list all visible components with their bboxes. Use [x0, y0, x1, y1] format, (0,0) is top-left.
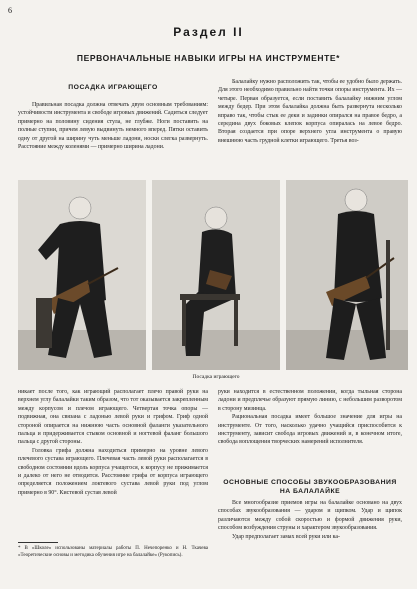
- paragraph: руки находится в естественном положении, когда тыльная сторона ладони и предплечье образуют прямую линию, с небольшим разворотом в сторону мизинца.: [218, 389, 402, 412]
- photo-caption: Посадка играющего: [192, 374, 240, 380]
- photo-side-view: [152, 180, 280, 370]
- left-bottom-text: [18, 388, 208, 497]
- footnote: * В «Школе» использованы материалы работы П. Нечепоренко и Н. Ткачева «Теоретические основы и методика обучения игре на балалайке» (Рукопись).: [18, 546, 208, 558]
- photo-side-illustration: [152, 180, 280, 370]
- photo-front-illustration: [18, 180, 146, 370]
- paragraph: Удар предполагает замах всей руки или ка-: [232, 533, 340, 540]
- right-top-text: [218, 78, 402, 145]
- photo-closeup-view: [286, 180, 408, 370]
- photo-closeup-illustration: [286, 180, 408, 370]
- paragraph: Все многообразие приемов игры на балалайке основано на двух способах звукообразования — ударом и щипком. Удар и щипок различаются между собой скоростью и формой движения руки, способом возбуждения струны и характером звукообразования.: [218, 500, 402, 532]
- chapter-title: ПЕРВОНАЧАЛЬНЫЕ НАВЫКИ ИГРЫ НА ИНСТРУМЕНТЕ*: [76, 53, 341, 63]
- heading-posture: ПОСАДКА ИГРАЮЩЕГО: [68, 84, 158, 91]
- right-bottom-text: [218, 388, 402, 447]
- paragraph: Головка грифа должна находиться примерно на уровне левого плечевого сустава играющего. Плечевая часть левой руки располагается в свободном состоянии вдоль корпуса учащегося, к корпусу не прижимается и далеко от него не отводится. Расстояние грифа от корпуса играющего определяется положением локтевого сустава левой руки под углом примерно в 90°. Кистевой сустав левой: [18, 447, 208, 496]
- left-top-text: [18, 101, 208, 151]
- paragraph: Правильная посадка должна отвечать двум основным требованиям: устойчивости инструмента и свободе игровых движений. Садиться следует примерно на половину сидения стула, не глубже. Ноги поставить на полные ступни, причем левую выдвинуть немного вперед. Пятки оставить одну от другой на ширину чуть меньше ладони, носки слегка развернуть. Расстояние между коленями — примерно ширина ладони.: [18, 102, 208, 151]
- heading-methods: ОСНОВНЫЕ СПОСОБЫ ЗВУКООБРАЗОВАНИЯ НА БАЛАЛАЙКЕ: [223, 479, 397, 495]
- paragraph: Балалайку нужно расположить так, чтобы ее удобно было держать. Для этого необходимо правильно найти точки опоры инструмента. Их — четыре. Первая образуется, если поставить балалайку нижним углом между бедер. При этом балалайка должна быть развернута несколько вправо так, чтобы стык ее деки и задинки опирался на правое бедро, а середина двух боковых клепок корпуса опиралась на левое бедро. Вторая создается при опоре верхнего угла инструмента о правую внешнюю часть грудной клетки играющего. Третья воз-: [218, 79, 402, 144]
- section-title: Раздел II: [173, 25, 244, 39]
- right-methods-text: [218, 499, 402, 541]
- photo-front-view: [18, 180, 146, 370]
- paragraph: никает после того, как играющий располагает плечо правой руки на верхнем углу балалайки таким образом, что тот оказывается закрепленным между корпусом и плечом играющего. Четвертая точка опоры — подвижная, она связана с ладонью левой руки и грифом. Гриф одной стороной опирается на нижнюю часть основной фаланги указательного пальца и придерживается стыком основной и ногтевой фаланг большого пальца с другой стороны.: [18, 389, 208, 446]
- paragraph: Рациональная посадка имеет большое значение для игры на инструменте. От того, насколько удачно учащийся приспособится к инструменту, зависит свобода игровых движений и, в конечном итоге, свобода воплощения творческих намерений исполнителя.: [218, 414, 402, 446]
- footnote-rule: [18, 542, 58, 543]
- page-number: 6: [8, 6, 12, 15]
